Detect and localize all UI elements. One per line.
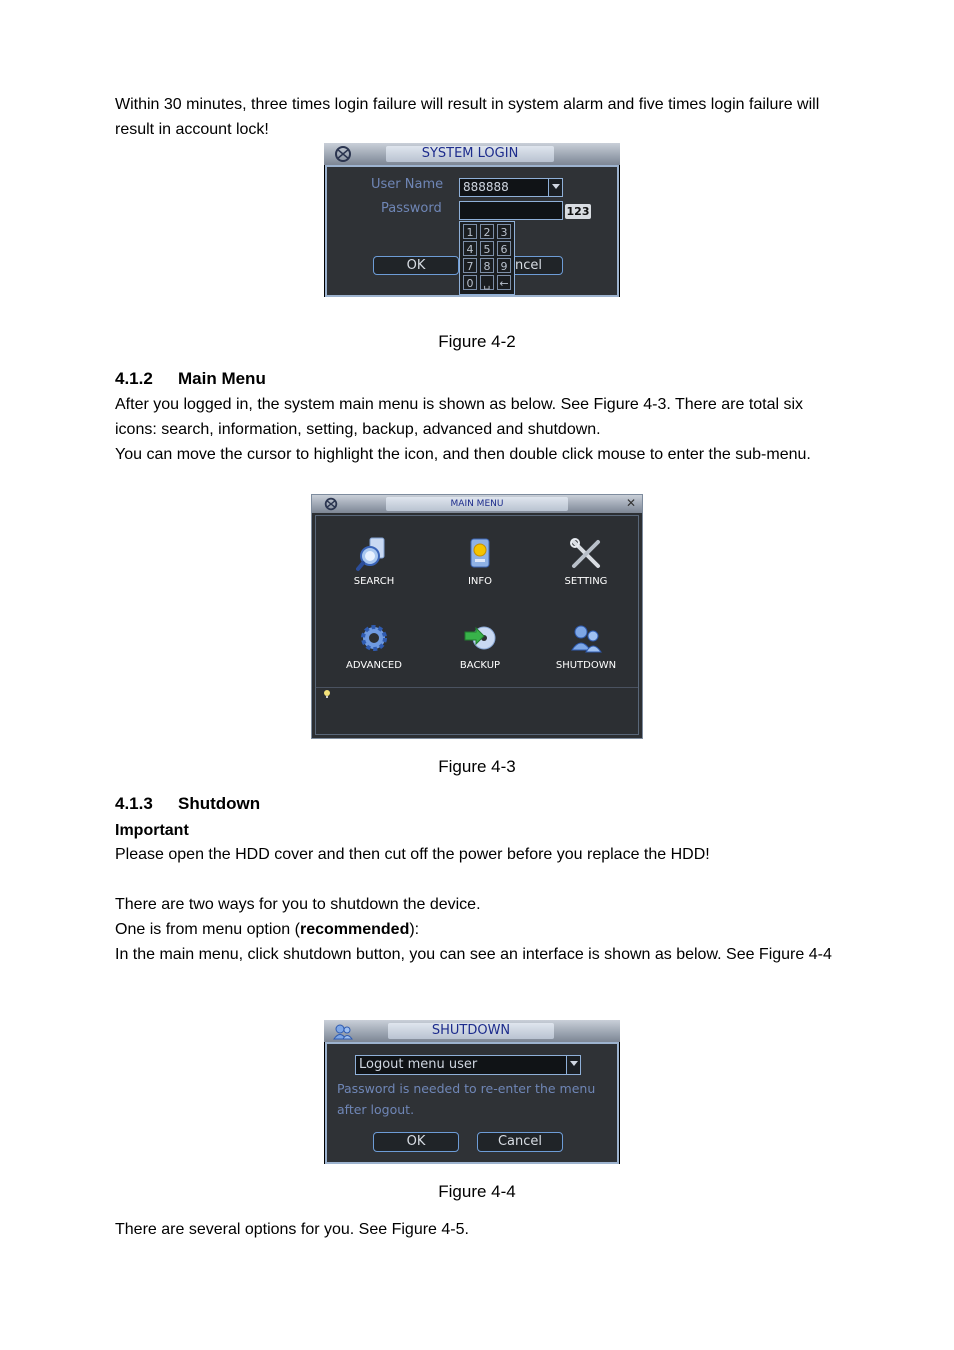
backup-icon — [462, 620, 498, 656]
intro-paragraph: Within 30 minutes, three times login failure will result in system alarm and five times login failure will result in account lock! — [115, 96, 820, 138]
key-7[interactable]: 7 — [463, 258, 477, 273]
text-emphasis: recommended — [299, 921, 410, 938]
menu-item-label: SETTING — [564, 576, 608, 587]
cancel-button[interactable]: Cancel — [477, 1132, 563, 1152]
paragraph: There are two ways for you to shutdown the device. — [115, 896, 481, 913]
paragraph: In the main menu, click shutdown button, you can see an interface is shown as below. See Figure 4-4 — [115, 946, 832, 963]
paragraph: After you logged in, the system main menu is shown as below. See Figure 4-3. There are total six icons: search, information, setting, backup, advanced and shutdown. — [115, 396, 804, 438]
key-4[interactable]: 4 — [463, 241, 477, 256]
gear-icon — [356, 620, 392, 656]
menu-item-setting[interactable] — [541, 536, 631, 587]
main-menu-window — [311, 494, 643, 739]
important-label: Important — [115, 822, 189, 839]
key-3[interactable]: 3 — [497, 224, 511, 239]
key-6[interactable]: 6 — [497, 241, 511, 256]
figure-caption: Figure 4-2 — [438, 332, 516, 351]
main-menu-body — [315, 515, 639, 735]
shutdown-body — [325, 1042, 619, 1164]
shutdown-titlebar — [324, 1020, 620, 1042]
close-icon[interactable]: ✕ — [625, 496, 636, 510]
section-number: 4.1.3 — [115, 794, 153, 813]
section-title: Shutdown — [178, 794, 261, 813]
paragraph: You can move the cursor to highlight the icon, and then double click mouse to enter the sub-menu. — [115, 446, 811, 463]
divider — [316, 687, 638, 688]
key-0[interactable]: 0 — [463, 275, 477, 290]
important-text: Please open the HDD cover and then cut off the power before you replace the HDD! — [115, 846, 710, 863]
key-8[interactable]: 8 — [480, 258, 494, 273]
user-name-value: 888888 — [463, 180, 509, 194]
shutdown-window — [324, 1020, 620, 1164]
password-label: Password — [381, 201, 442, 216]
login-titlebar — [324, 143, 620, 165]
shutdown-message: Password is needed to re-enter the menu after logout. — [337, 1081, 596, 1117]
menu-item-label: BACKUP — [459, 660, 501, 671]
shutdown-icon — [568, 620, 604, 656]
menu-item-shutdown[interactable] — [541, 620, 631, 671]
key-5[interactable]: 5 — [480, 241, 494, 256]
password-input[interactable] — [459, 201, 563, 220]
section-heading-shutdown — [115, 794, 260, 814]
login-title: SYSTEM LOGIN — [386, 146, 554, 162]
text-fragment: ): — [409, 921, 420, 938]
shutdown-option-value: Logout menu user — [359, 1057, 478, 1072]
menu-item-label: INFO — [467, 576, 493, 587]
text-fragment: One is from menu option ( — [115, 921, 300, 938]
section-heading-main-menu — [115, 369, 266, 389]
system-login-window — [324, 143, 620, 297]
user-name-label: User Name — [371, 177, 444, 192]
key-backspace[interactable]: ← — [497, 275, 511, 290]
ok-button[interactable]: OK — [373, 256, 459, 275]
key-space[interactable]: ␣ — [480, 275, 494, 290]
info-icon — [462, 536, 498, 572]
shutdown-option-select[interactable] — [355, 1055, 581, 1075]
dvr-logo-icon — [332, 145, 354, 163]
paragraph: There are several options for you. See Figure 4-5. — [115, 1221, 469, 1238]
key-1[interactable]: 1 — [463, 224, 477, 239]
cancel-button[interactable]: ncel — [477, 256, 563, 275]
user-name-select[interactable] — [459, 178, 563, 197]
paragraph-recommended — [115, 917, 840, 942]
soft-keypad — [459, 221, 515, 295]
setting-icon — [568, 536, 604, 572]
ok-button[interactable]: OK — [373, 1132, 459, 1152]
menu-item-backup[interactable] — [435, 620, 525, 671]
input-method-icon[interactable]: 123 — [566, 205, 590, 218]
menu-item-info[interactable] — [435, 536, 525, 587]
shutdown-icon — [332, 1022, 354, 1040]
menu-item-label: ADVANCED — [346, 660, 402, 671]
section-number: 4.1.2 — [115, 369, 153, 388]
shutdown-title: SHUTDOWN — [388, 1023, 554, 1039]
search-icon — [356, 536, 392, 572]
menu-item-label: SHUTDOWN — [555, 660, 617, 671]
section-title: Main Menu — [178, 369, 266, 388]
main-menu-titlebar — [312, 495, 642, 513]
chevron-down-icon[interactable] — [566, 1056, 580, 1074]
lightbulb-icon — [322, 689, 332, 699]
menu-item-label: SEARCH — [353, 576, 395, 587]
figure-caption: Figure 4-4 — [438, 1182, 516, 1201]
figure-caption: Figure 4-3 — [438, 757, 516, 776]
login-body — [325, 165, 619, 297]
menu-item-search[interactable] — [329, 536, 419, 587]
dvr-logo-icon — [320, 496, 342, 512]
chevron-down-icon[interactable] — [548, 179, 562, 196]
main-menu-title: MAIN MENU — [386, 497, 568, 511]
key-9[interactable]: 9 — [497, 258, 511, 273]
menu-item-advanced[interactable] — [329, 620, 419, 671]
key-2[interactable]: 2 — [480, 224, 494, 239]
